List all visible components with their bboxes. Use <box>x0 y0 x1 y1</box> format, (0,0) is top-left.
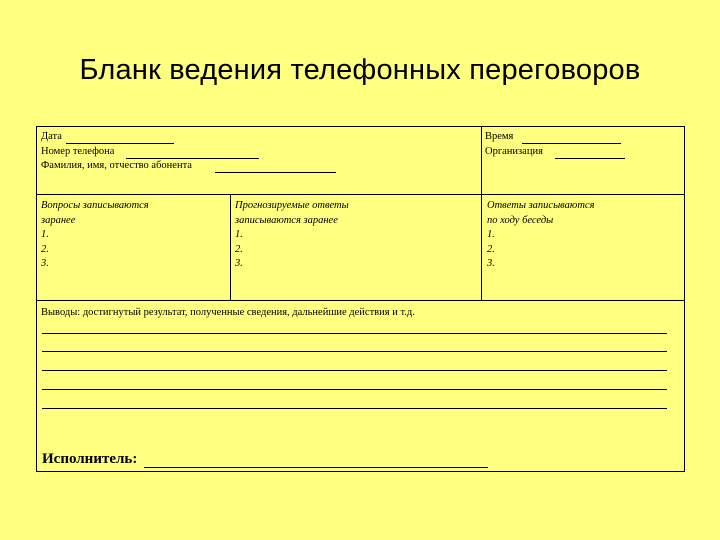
form-title: Бланк ведения телефонных переговоров <box>79 54 641 86</box>
actual-item-2: 2. <box>487 243 495 255</box>
questions-heading-line2: заранее <box>41 214 76 226</box>
predicted-item-1: 1. <box>235 229 243 240</box>
predicted-heading-line1: Прогнозируемые ответы <box>235 200 349 211</box>
conclusions-line-3[interactable] <box>42 370 667 371</box>
predicted-item-3: 3. <box>235 258 243 269</box>
actual-item-1: 1. <box>487 229 495 240</box>
organization-blank[interactable] <box>555 158 625 159</box>
date-field[interactable] <box>41 130 62 145</box>
predicted-heading-line2: записываются заранее <box>235 214 338 226</box>
executor-label: Исполнитель: <box>42 451 138 467</box>
actual-heading-line2: по ходу беседы <box>487 214 554 226</box>
conclusions-label: Выводы: достигнутый результат, полученные сведения, дальнейшие действия и т.д. <box>41 307 415 318</box>
phone-log-form <box>36 126 685 472</box>
header-divider <box>37 194 684 195</box>
phone-label: Номер телефона <box>41 145 115 157</box>
organization-field[interactable] <box>485 145 543 160</box>
questions-heading-line1: Вопросы записываются <box>41 200 149 211</box>
name-blank[interactable] <box>215 172 336 173</box>
predicted-answers-column[interactable] <box>235 199 349 272</box>
time-label: Время <box>485 131 514 142</box>
actual-answers-column[interactable] <box>487 199 594 272</box>
questions-item-3: 3. <box>41 258 49 269</box>
actual-heading-line1: Ответы записываются <box>487 200 595 211</box>
questions-item-1: 1. <box>41 229 49 240</box>
questions-column[interactable] <box>41 199 149 272</box>
organization-label: Организация <box>485 145 543 157</box>
date-label: Дата <box>41 131 62 142</box>
conclusions-line-2[interactable] <box>42 351 667 352</box>
column-divider-1 <box>230 194 231 300</box>
columns-divider <box>37 300 684 301</box>
executor-blank[interactable] <box>144 467 488 468</box>
name-field[interactable] <box>41 159 192 174</box>
predicted-item-2: 2. <box>235 243 243 255</box>
questions-item-2: 2. <box>41 243 49 255</box>
time-field[interactable] <box>485 130 513 145</box>
conclusions-line-1[interactable] <box>42 333 667 334</box>
column-divider-2 <box>481 127 482 300</box>
name-label: Фамилия, имя, отчество абонента <box>41 160 192 171</box>
conclusions-line-4[interactable] <box>42 389 667 390</box>
conclusions-line-5[interactable] <box>42 408 667 409</box>
phone-field[interactable] <box>41 145 114 160</box>
actual-item-3: 3. <box>487 258 495 269</box>
